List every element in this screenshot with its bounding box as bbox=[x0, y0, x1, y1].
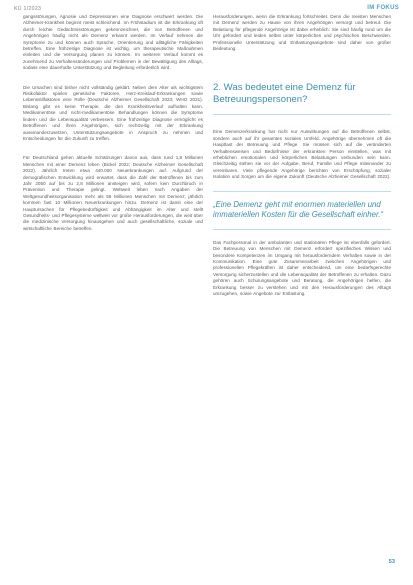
heading-rule bbox=[213, 114, 391, 115]
page-number: 53 bbox=[388, 559, 395, 565]
left-column bbox=[23, 14, 203, 236]
right-column bbox=[213, 14, 391, 301]
body-paragraph: gangsstörungen, Agnosie und Depressionen eine Diagnose erschwert werden. Die Alzheimer-Krankheit beginnt meist schleichend. Im Frühstadium ist die Erkrankung oft durch leichte Gedächtnisstörungen gekennzeichnet, die von Betroffenen und Angehörigen häufig nicht als Demenz erkannt werden. Im Verlauf nehmen die Symptome zu und können auch Sprache, Orientierung und alltägliche Fähigkeiten betreffen. Eine frühzeitige Diagnose ist wichtig, um therapeutische Maßnahmen einleiten und die Versorgung planen zu können. Im weiteren Verlauf kommt es zunehmend zu Verhaltensänderungen und Problemen in der Bewältigung des Alltags, sodass eine dauerhafte Unterstützung und Begleitung erforderlich wird. bbox=[23, 14, 203, 71]
body-paragraph: Für Deutschland gehen aktuelle Schätzungen davon aus, dass rund 1,8 Millionen Menschen mit einer Demenz leben (Bickel 2022; Deutsche Alzheimer Gesellschaft 2022). Jährlich treten etwa 440.000 Neuerkrankungen auf. Aufgrund der demografischen Entwicklung wird erwartet, dass die Zahl der Betroffenen bis zum Jahr 2050 auf bis zu 2,8 Millionen ansteigen wird, sofern kein Durchbruch in Prävention und Therapie gelingt. Weltweit leben nach Angaben der Weltgesundheitsorganisation mehr als 55 Millionen Menschen mit Demenz; jährlich kommen fast 10 Millionen Neuerkrankungen hinzu. Demenz ist damit eine der Hauptursachen für Pflegebedürftigkeit und Abhängigkeit im Alter und stellt Gesundheits- und Pflegesysteme weltweit vor große Herausforderungen, die weit über die medizinische Versorgung hinausgehen und auch gesellschaftliche, soziale und wirtschaftliche Bereiche betreffen. bbox=[23, 155, 203, 231]
section-heading: 2. Was bedeutet eine Demenz für Betreuungspersonen? bbox=[213, 82, 356, 106]
body-paragraph: Die Ursachen sind bisher nicht vollständig geklärt. Neben dem Alter als wichtigstem Risikofaktor spielen genetische Faktoren, Herz-Kreislauf-Erkrankungen sowie Lebensstilfaktoren eine Rolle (Deutsche Alzheimer Gesellschaft 2023; WHO 2021). Bislang gibt es keine Therapie, die den Krankheitsverlauf aufhalten kann. Medikamentöse und nicht-medikamentöse Behandlungen können die Symptome lindern und die Lebensqualität verbessern. Eine frühzeitige Diagnose ermöglicht es Betroffenen und ihren Angehörigen, sich rechtzeitig mit der Erkrankung auseinanderzusetzen, Unterstützungsangebote in Anspruch zu nehmen und Entscheidungen für die Zukunft zu treffen. bbox=[23, 84, 203, 141]
body-paragraph: Das Fachpersonal in der ambulanten und stationären Pflege ist ebenfalls gefordert. Die Betreuung von Menschen mit Demenz erfordert spezifisches Wissen und besondere Kompetenzen im Umgang mit herausforderndem Verhalten sowie in der Kommunikation. Eine gute Zusammenarbeit zwischen Angehörigen und professionellen Pflegekräften ist daher entscheidend, um eine bedarfsgerechte Versorgung sicherzustellen und die Lebensqualität der Betroffenen zu erhalten. Dazu gehören auch Schulungsangebote und Beratung, die Angehörigen helfen, die Erkrankung besser zu verstehen und mit den Herausforderungen des Alltags umzugehen, sowie Angebote zur Entlastung. bbox=[213, 239, 391, 296]
pull-quote: „Eine Demenz geht mit enormen materiellen und immateriellen Kosten für die Gesellschaft einher.“ bbox=[213, 199, 384, 220]
quote-rule-top bbox=[213, 191, 391, 192]
intro-paragraph: Herausforderungen, wenn die Erkrankung fortschreitet. Denn die meisten Menschen mit Demenz werden zu Hause von ihren Angehörigen versorgt und betreut. Die Belastung für pflegende Angehörige ist dabei erheblich: Sie sind häufig rund um die Uhr gefordert und leiden selbst unter körperlichen und psychischen Beschwerden. Professionelle Unterstützung und Entlastungsangebote sind daher von großer Bedeutung. bbox=[213, 14, 391, 52]
body-paragraph: Eine Demenzerkrankung hat nicht nur Auswirkungen auf die Betroffenen selbst, sondern auch auf ihr gesamtes soziales Umfeld. Angehörige übernehmen oft die Hauptlast der Betreuung und Pflege. Sie müssen sich auf die veränderten Verhaltensweisen und Bedürfnisse der erkrankten Person einstellen, was mit erheblichen emotionalen und körperlichen Belastungen verbunden sein kann. Gleichzeitig stehen sie vor der Aufgabe, Beruf, Familie und Pflege miteinander zu vereinbaren. Viele pflegende Angehörige berichten von Erschöpfung, sozialer Isolation und Sorgen um die eigene Zukunft (Deutsche Alzheimer Gesellschaft 2022). bbox=[213, 129, 391, 180]
quote-rule-bottom bbox=[213, 229, 391, 230]
section-label: IM FOKUS bbox=[367, 5, 399, 11]
issue-label: KÜ 1/2023 bbox=[14, 6, 42, 12]
